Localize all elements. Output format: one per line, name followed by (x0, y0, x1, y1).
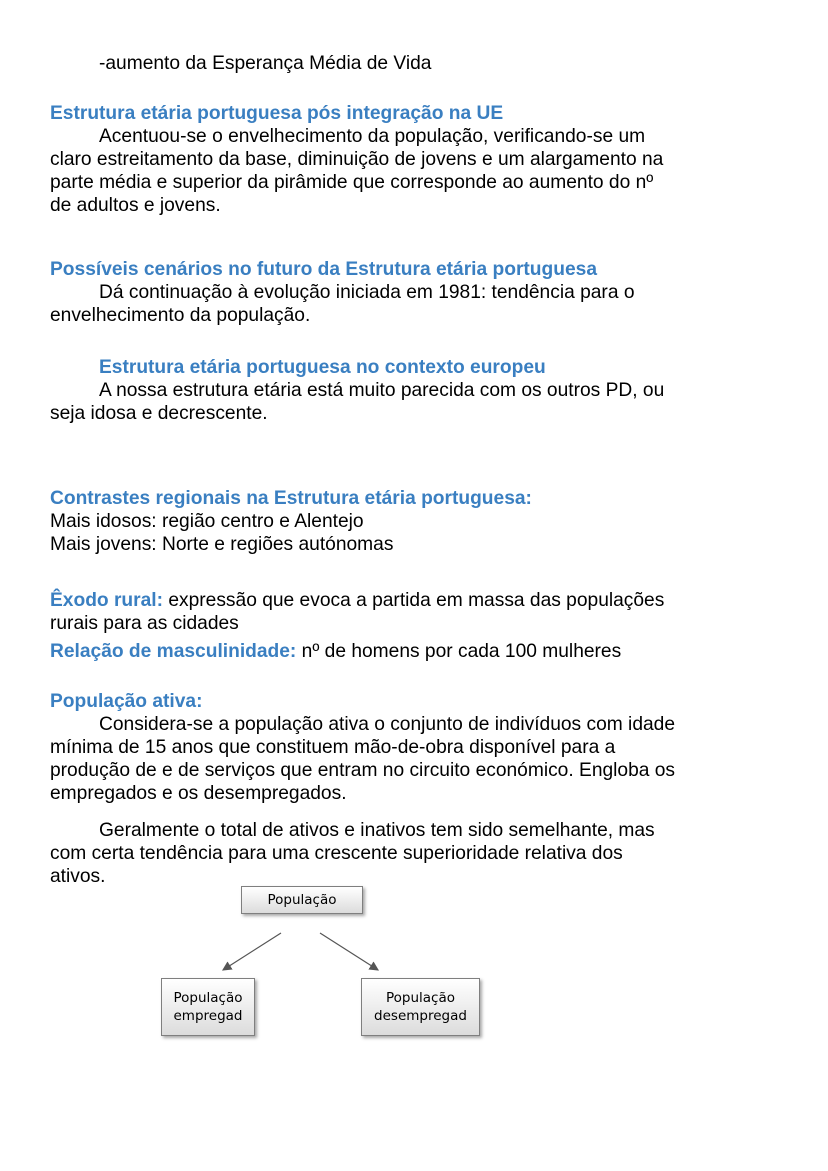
box-unemployed-population (361, 978, 480, 1036)
text-line: ativos. (50, 866, 106, 887)
box-label: População (267, 892, 337, 908)
heading-active-population: População ativa: (50, 691, 203, 712)
heading-future-scenarios: Possíveis cenários no futuro da Estrutura etária portuguesa (50, 259, 597, 280)
box-label: População (385, 990, 456, 1006)
text-line: envelhecimento da população. (50, 305, 311, 326)
box-label: desempregad (374, 1008, 467, 1024)
term-rural-exodus: Êxodo rural: (50, 590, 164, 611)
text-line: com certa tendência para uma crescente superioridade relativa dos (50, 843, 623, 864)
box-label-group (173, 989, 242, 1025)
arrow-to-employed (223, 933, 281, 970)
text-line: produção de e de serviços que entram no circuito económico. Engloba os (50, 760, 676, 781)
text-line: Geralmente o total de ativos e inativos tem sido semelhante, mas (99, 820, 655, 841)
text-line: Dá continuação à evolução iniciada em 1981: tendência para o (99, 282, 635, 303)
box-label-group (374, 989, 467, 1025)
text-line: parte média e superior da pirâmide que corresponde ao aumento do nº (50, 172, 654, 193)
life-expectancy-line: -aumento da Esperança Média de Vida (99, 53, 432, 74)
text-line: Acentuou-se o envelhecimento da população, verificando-se um (99, 126, 646, 147)
term-masculinity-ratio: Relação de masculinidade: (50, 641, 297, 662)
box-employed-population (161, 978, 255, 1036)
text-line: Mais jovens: Norte e regiões autónomas (50, 534, 394, 555)
box-label: População (173, 990, 243, 1006)
text-line: empregados e os desempregados. (50, 783, 347, 804)
text-line: de adultos e jovens. (50, 195, 221, 216)
definition-text: expressão que evoca a partida em massa das populações (163, 590, 665, 611)
text-line: Mais idosos: região centro e Alentejo (50, 511, 364, 532)
heading-eu-integration: Estrutura etária portuguesa pós integração na UE (50, 103, 504, 124)
text-line: rurais para as cidades (50, 613, 239, 634)
heading-regional-contrasts: Contrastes regionais na Estrutura etária portuguesa: (50, 488, 532, 509)
arrow-to-unemployed (320, 933, 378, 970)
box-label: empregad (173, 1008, 243, 1024)
text-line: mínima de 15 anos que constituem mão-de-obra disponível para a (50, 737, 616, 758)
heading-european-context: Estrutura etária portuguesa no contexto europeu (99, 357, 546, 378)
text-line: A nossa estrutura etária está muito parecida com os outros PD, ou (99, 380, 665, 401)
text-line: claro estreitamento da base, diminuição de jovens e um alargamento na (50, 149, 664, 170)
box-population (241, 886, 363, 914)
definition-text: nº de homens por cada 100 mulheres (296, 641, 622, 662)
text-line: seja idosa e decrescente. (50, 403, 268, 424)
text-line: Considera-se a população ativa o conjunto de indivíduos com idade (99, 714, 675, 735)
